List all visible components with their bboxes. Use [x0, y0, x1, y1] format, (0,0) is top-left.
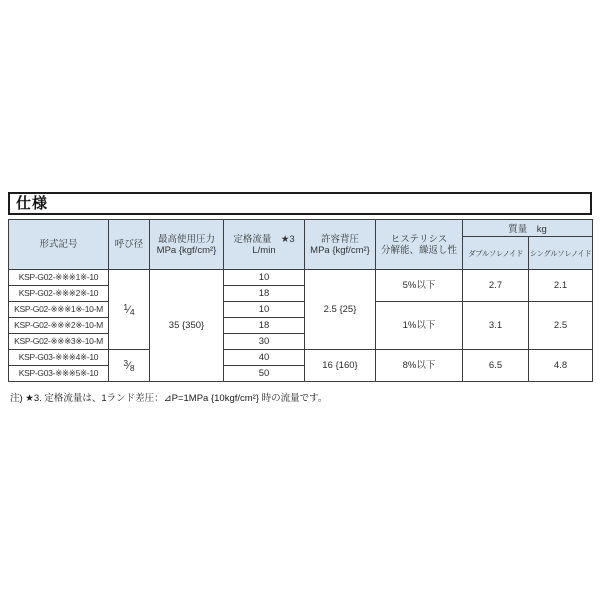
col-header-rated-flow-line1: 定格流量 ★3	[233, 233, 295, 245]
max-pressure-value: 35 {350}	[150, 270, 224, 382]
mass-double-g03: 6.5	[463, 350, 529, 382]
model-code: KSP-G02-※※※3※-10-M	[9, 334, 109, 350]
col-header-max-pressure-line1: 最高使用圧力	[157, 233, 215, 245]
col-header-hysteresis-line2: 分解能、繰返し性	[380, 244, 457, 256]
col-header-hysteresis-line1: ヒステリシス	[390, 233, 448, 245]
col-header-max-pressure	[150, 220, 224, 270]
col-header-bore	[109, 220, 150, 270]
table-row	[9, 270, 593, 286]
mass-single-g02: 2.1	[529, 270, 593, 302]
section-title: 仕様	[8, 192, 592, 215]
model-code: KSP-G03-※※※5※-10	[9, 366, 109, 382]
rated-flow-value: 10	[224, 302, 305, 318]
col-header-model	[9, 220, 109, 270]
table-row	[9, 350, 593, 366]
col-header-mass-single: シングルソレノイド	[529, 237, 593, 270]
col-header-back-pressure-line2: MPa {kgf/cm²}	[310, 244, 370, 256]
hysteresis-value-g02: 5%以下	[376, 270, 463, 302]
col-header-hysteresis	[376, 220, 463, 270]
hysteresis-value-g03: 8%以下	[376, 350, 463, 382]
rated-flow-value: 10	[224, 270, 305, 286]
hysteresis-value-g02m: 1%以下	[376, 302, 463, 350]
col-header-back-pressure	[305, 220, 376, 270]
rated-flow-value: 18	[224, 318, 305, 334]
col-header-max-pressure-line2: MPa {kgf/cm²}	[156, 244, 217, 256]
table-row	[9, 302, 593, 318]
col-header-back-pressure-line1: 許容背圧	[320, 233, 359, 245]
col-header-mass-double: ダブルソレノイド	[463, 237, 529, 270]
bore-size-three-eighth	[109, 350, 150, 382]
rated-flow-value: 50	[224, 366, 305, 382]
mass-double-g02m: 3.1	[463, 302, 529, 350]
col-header-mass-group: 質量 kg	[463, 220, 593, 237]
model-code: KSP-G02-※※※2※-10	[9, 286, 109, 302]
spec-section	[8, 192, 592, 404]
mass-single-g03: 4.8	[529, 350, 593, 382]
fraction-three-eighths: $^3$⁄8	[123, 357, 135, 373]
model-code: KSP-G02-※※※1※-10-M	[9, 302, 109, 318]
footnote: 注) ★3. 定格流量は、1ランド差圧：⊿P=1MPa {10kgf/cm²} 時の流量です。	[10, 393, 328, 404]
spec-table	[8, 219, 593, 382]
fraction-one-quarter: $^1$⁄4	[123, 301, 135, 317]
col-header-rated-flow	[224, 220, 305, 270]
rated-flow-value: 40	[224, 350, 305, 366]
back-pressure-value-g02: 2.5 {25}	[305, 270, 376, 350]
mass-double-g02: 2.7	[463, 270, 529, 302]
col-header-rated-flow-line2: L/min	[252, 244, 276, 256]
rated-flow-value: 18	[224, 286, 305, 302]
back-pressure-value-g03: 16 {160}	[305, 350, 376, 382]
col-header-bore-label: 呼び径	[114, 239, 144, 250]
mass-single-g02m: 2.5	[529, 302, 593, 350]
model-code: KSP-G02-※※※2※-10-M	[9, 318, 109, 334]
col-header-model-label: 形式記号	[39, 239, 78, 250]
model-code: KSP-G02-※※※1※-10	[9, 270, 109, 286]
model-code: KSP-G03-※※※4※-10	[9, 350, 109, 366]
rated-flow-value: 30	[224, 334, 305, 350]
bore-size-quarter	[109, 270, 150, 350]
